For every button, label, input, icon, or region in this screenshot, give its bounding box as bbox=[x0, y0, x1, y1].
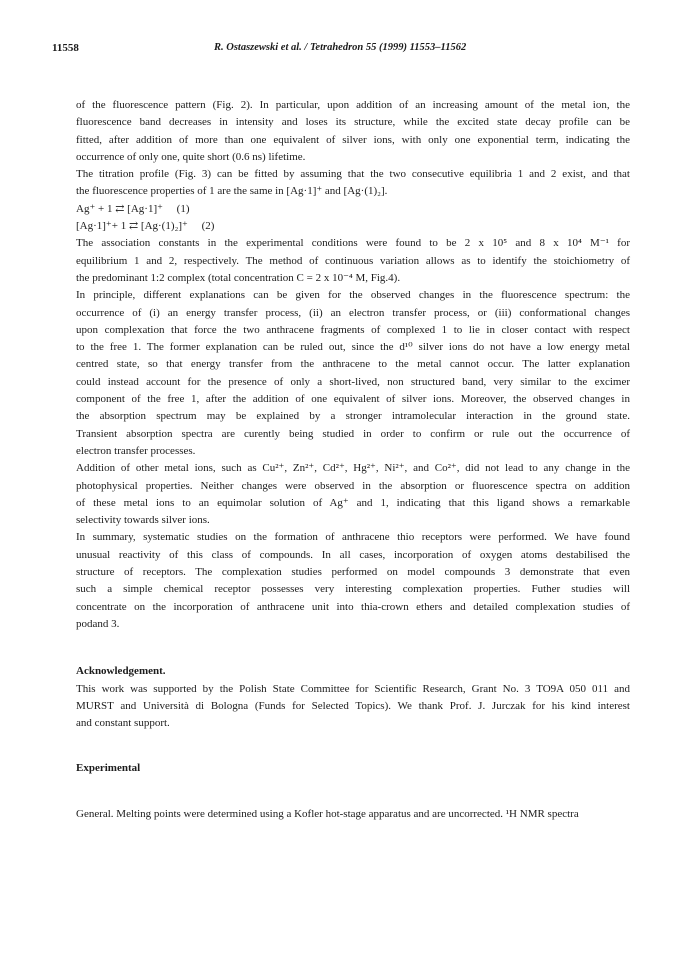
text-line: the fluorescence properties of 1 are the same in [Ag·1]⁺ and [Ag·(1)₂]. bbox=[76, 185, 388, 198]
text-line: centred state, so that energy transfer from the anthracene to the metal cannot occur. The latter explanation bbox=[76, 358, 630, 371]
text-line: The titration profile (Fig. 3) can be fitted by assuming that the two consecutive equilibria 1 and 2 exist, and that bbox=[76, 168, 630, 181]
text-line: Transient absorption spectra are curently being studied in order to confirm or rule out the occurrence of bbox=[76, 427, 630, 440]
text-line: occurrence of only one, quite short (0.6 ns) lifetime. bbox=[76, 150, 306, 163]
paragraph-association-constants bbox=[76, 235, 630, 287]
text-line: concentrate on the incorporation of anthracene unit into thia-crown ethers and detailed complexation studies of bbox=[76, 600, 630, 613]
text-line: In principle, different explanations can be given for the observed changes in the fluorescence spectrum: the bbox=[76, 289, 630, 302]
text-line: podand 3. bbox=[76, 617, 120, 630]
text-line: such a simple chemical receptor possesses very interesting complexation properties. Futher studies will bbox=[76, 583, 630, 596]
acknowledgement-heading: Acknowledgement. bbox=[76, 665, 166, 678]
text-line: the absorption spectrum may be explained by a stronger intramolecular interaction in the ground state. bbox=[76, 410, 630, 423]
text-line: selectivity towards silver ions. bbox=[76, 514, 210, 527]
section-spacer bbox=[76, 732, 630, 760]
text-line: of these metal ions to an equimolar solution of Ag⁺ and 1, indicating that this ligand shows a remarkable bbox=[76, 496, 630, 509]
text-line: component of the free 1, after the addition of one equivalent of silver ions. Moreover, the observed changes in bbox=[76, 393, 630, 406]
paragraph-summary bbox=[76, 529, 630, 633]
text-line: fitted, after addition of more than one equivalent of silver ions, with only one exponential term, indicating the bbox=[76, 133, 630, 146]
text-line: Addition of other metal ions, such as Cu²⁺, Zn²⁺, Cd²⁺, Hg²⁺, Ni²⁺, and Co²⁺, did not lead to any change in the bbox=[76, 462, 630, 475]
experimental-heading: Experimental bbox=[76, 762, 141, 775]
text-line: fluorescence band decreases in intensity and loses its structure, while the excited state decay profile can be bbox=[76, 116, 630, 129]
text-line: photophysical properties. Neither changes were observed in the absorption or fluorescence spectra on addition bbox=[76, 479, 630, 492]
equation-1-number: (1) bbox=[176, 202, 190, 215]
text-line: upon complexation that force the two anthracene fragments of complexed 1 to lie in closer contact with respect bbox=[76, 323, 630, 336]
text-line: unusual reactivity of this class of compounds. In all cases, incorporation of oxygen atoms destabilised the bbox=[76, 548, 630, 561]
acknowledgement-section bbox=[76, 663, 630, 732]
text-line: The association constants in the experimental conditions were found to be 2 x 10⁵ and 8 x 10⁴ M⁻¹ for bbox=[76, 237, 630, 250]
equation-2-text: [Ag·1]⁺+ 1 ⇄ [Ag·(1)₂]⁺ bbox=[76, 220, 188, 233]
experimental-general-line: General. Melting points were determined using a Kofler hot-stage apparatus and are uncorrected. ¹H NMR spectra bbox=[76, 807, 579, 820]
text-line: could instead account for the presence of only a short-lived, non structured band, very similar to the excimer bbox=[76, 375, 630, 388]
equation-1-text: Ag⁺ + 1 ⇄ [Ag·1]⁺ bbox=[76, 202, 163, 215]
text-line: and constant support. bbox=[76, 717, 170, 730]
text-line: MURST and Università di Bologna (Funds for Selected Topics). We thank Prof. J. Jurczak for his kind interest bbox=[76, 699, 630, 712]
paragraph-fluorescence-pattern bbox=[76, 97, 630, 166]
equation-2 bbox=[76, 218, 630, 235]
page-number: 11558 bbox=[52, 42, 79, 54]
section-spacer bbox=[76, 778, 630, 806]
section-spacer bbox=[76, 633, 630, 663]
page-header bbox=[52, 42, 632, 56]
article-body bbox=[76, 97, 630, 823]
paragraph-other-metal-ions bbox=[76, 460, 630, 529]
text-line: equilibrium 1 and 2, respectively. The method of continuous variation allows as to identify the stoichiometry of bbox=[76, 254, 630, 267]
running-head: R. Ostaszewski et al. / Tetrahedron 55 (1999) 11553–11562 bbox=[214, 42, 467, 53]
text-line: occurrence of (i) an energy transfer process, (ii) an electron transfer process, or (iii) conformational changes bbox=[76, 306, 630, 319]
text-line: electron transfer processes. bbox=[76, 444, 196, 457]
text-line: structure of receptors. The complexation studies performed on model compounds 3 demonstrate that even bbox=[76, 566, 630, 579]
text-line: the predominant 1:2 complex (total concentration C = 2 x 10⁻⁴ M, Fig.4). bbox=[76, 271, 401, 284]
equation-1 bbox=[76, 201, 630, 218]
equation-2-number: (2) bbox=[201, 220, 215, 233]
text-line: In summary, systematic studies on the formation of anthracene thio receptors were performed. We have found bbox=[76, 531, 630, 544]
paragraph-explanations bbox=[76, 287, 630, 460]
text-line: This work was supported by the Polish State Committee for Scientific Research, Grant No. 3 TO9A 050 011 and bbox=[76, 682, 630, 695]
text-line: of the fluorescence pattern (Fig. 2). In particular, upon addition of an increasing amount of the metal ion, the bbox=[76, 99, 630, 111]
text-line: to the free 1. The former explanation can be ruled out, since the d¹⁰ silver ions do not have a low energy metal bbox=[76, 341, 630, 354]
paragraph-titration-profile bbox=[76, 166, 630, 201]
